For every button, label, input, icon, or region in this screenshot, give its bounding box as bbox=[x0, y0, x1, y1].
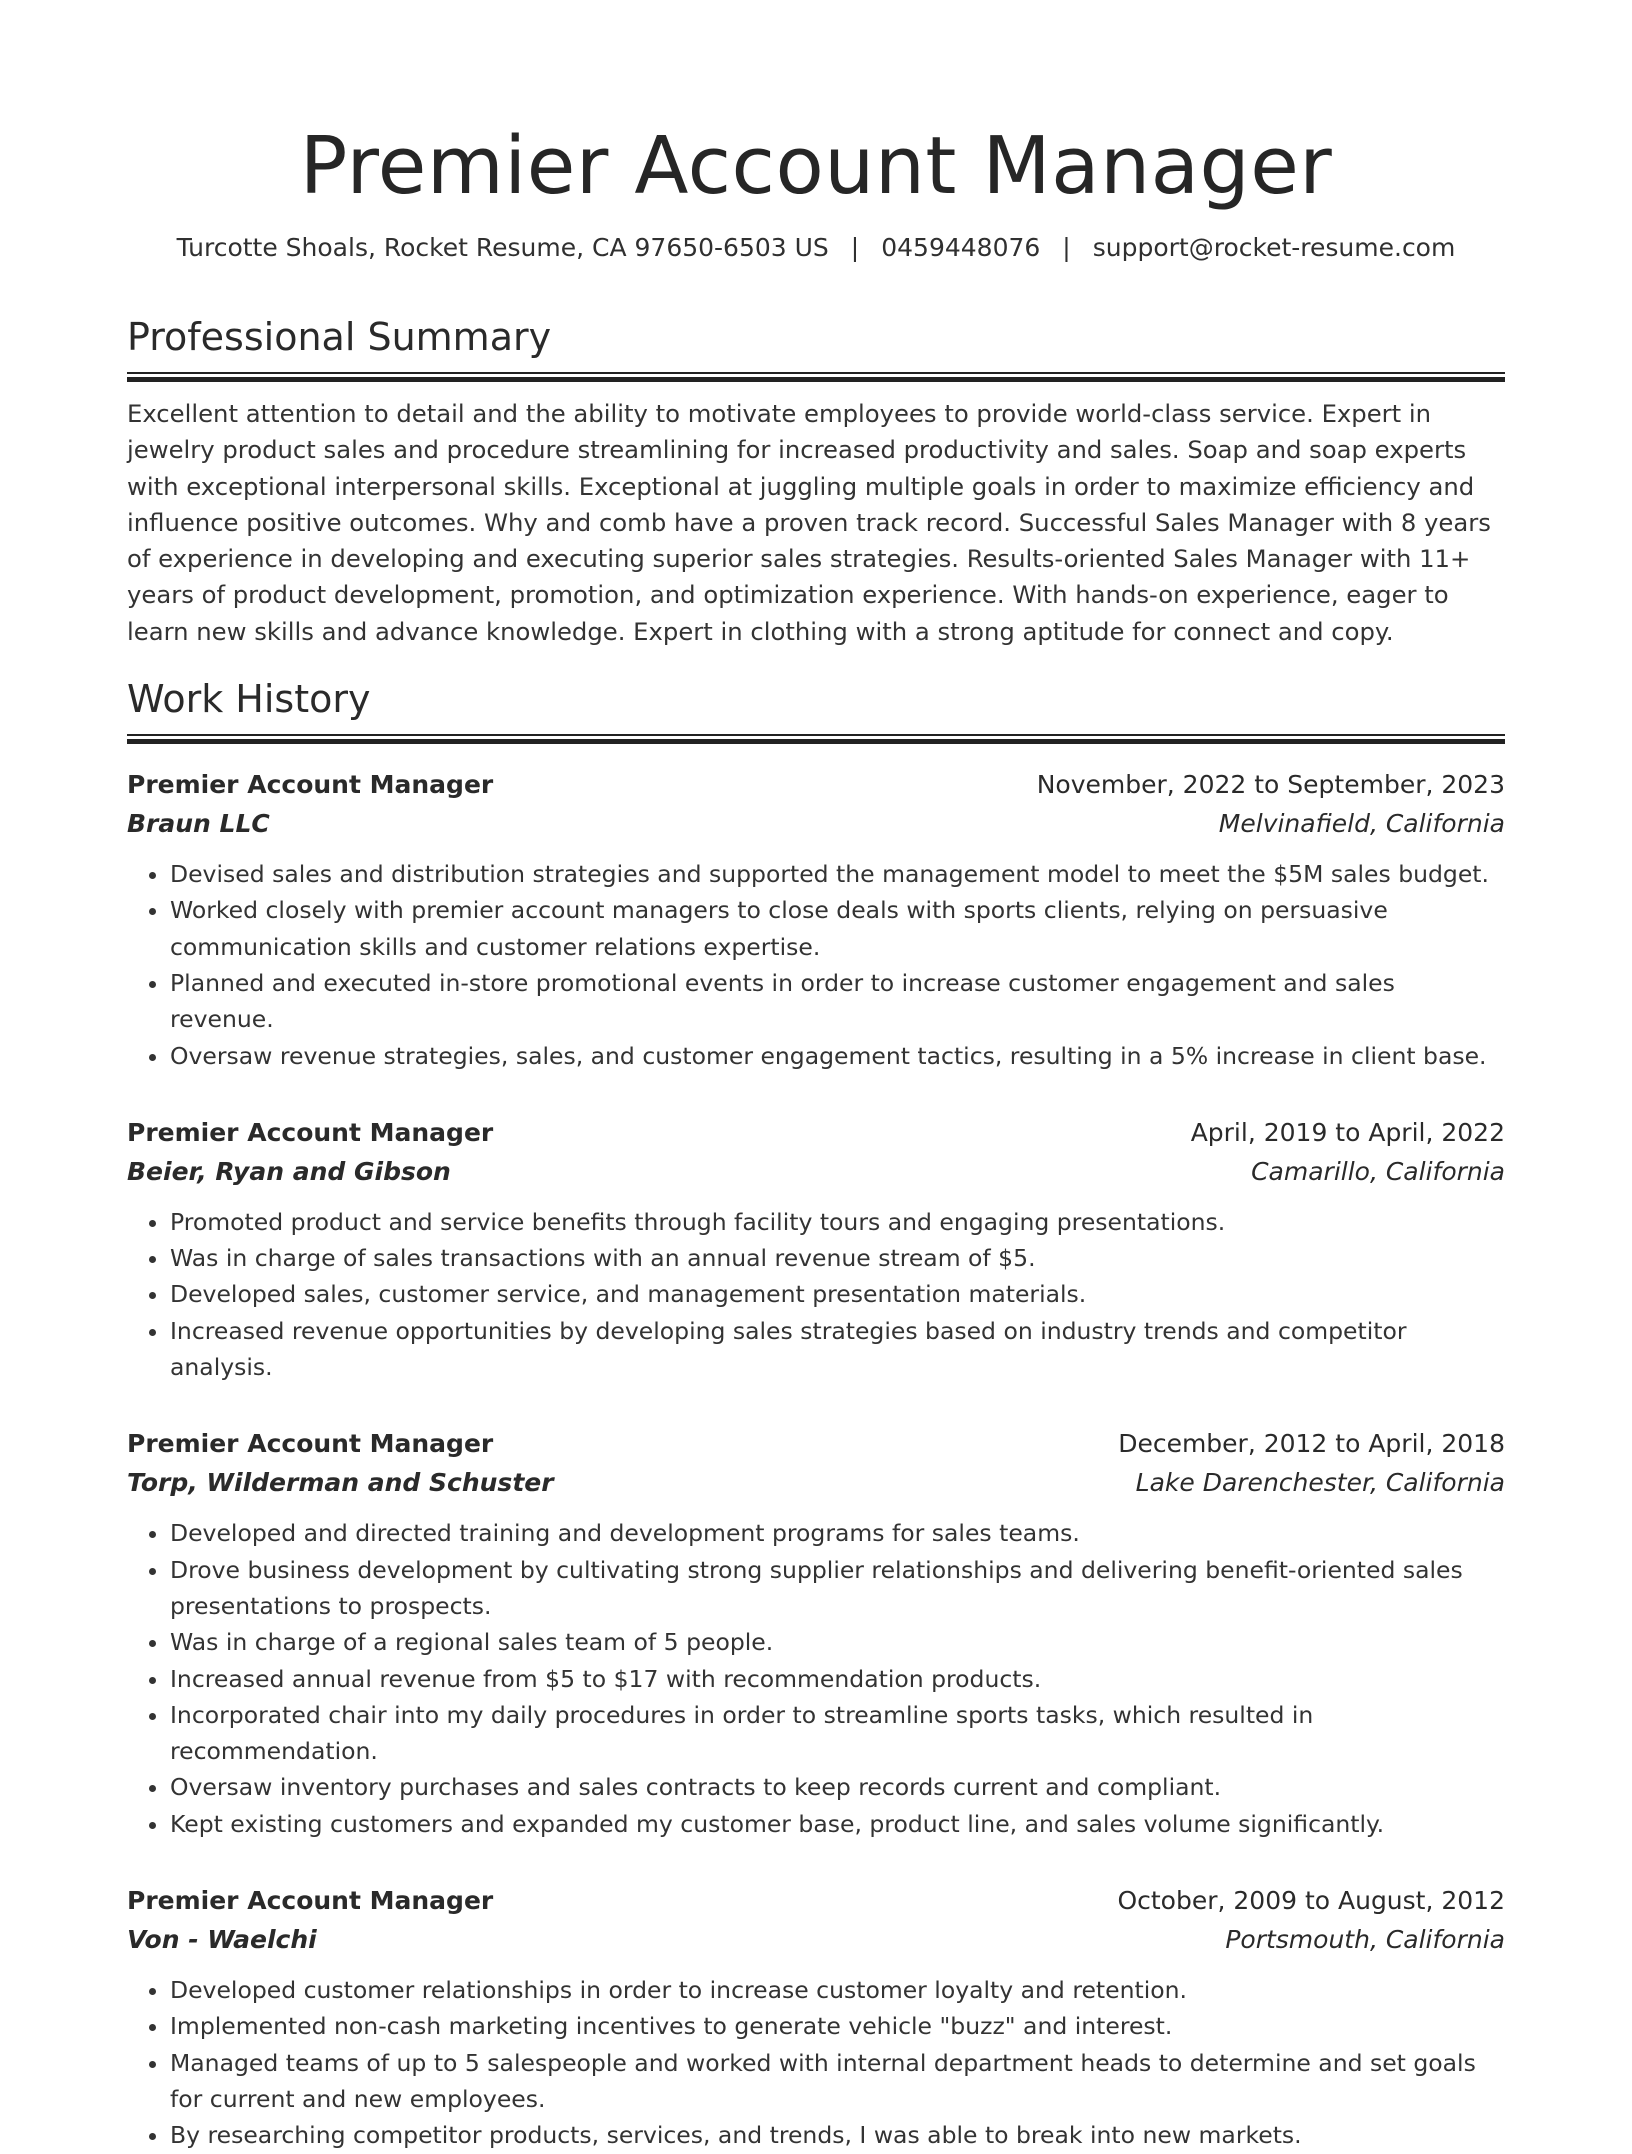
job-location: Camarillo, California bbox=[1251, 1156, 1505, 1186]
job-title: Premier Account Manager bbox=[127, 1117, 494, 1147]
job-location: Portsmouth, California bbox=[1225, 1925, 1505, 1955]
job-header-row bbox=[127, 1114, 1505, 1152]
job-bullet: • Developed customer relationships in order to increase customer loyalty and retention. bbox=[170, 1972, 1505, 2008]
job-company-row bbox=[127, 1920, 1505, 1960]
section-divider bbox=[127, 734, 1505, 744]
job-bullet-list bbox=[127, 1972, 1505, 2153]
job-bullet: • Was in charge of a regional sales team of 5 people. bbox=[170, 1624, 1505, 1660]
job-bullet: • Worked closely with premier account managers to close deals with sports clients, relying on persuasive communication skills and customer relations expertise. bbox=[170, 892, 1505, 965]
job-bullet-list bbox=[127, 1515, 1505, 1842]
contact-separator: | bbox=[850, 233, 860, 262]
job-bullet: • Promoted product and service benefits through facility tours and engaging presentations. bbox=[170, 1204, 1505, 1240]
job-title: Premier Account Manager bbox=[127, 770, 494, 800]
job-dates: December, 2012 to April, 2018 bbox=[1118, 1429, 1505, 1459]
job-bullet: • Implemented non-cash marketing incentives to generate vehicle "buzz" and interest. bbox=[170, 2008, 1505, 2044]
job-header-row bbox=[127, 1882, 1505, 1920]
job-entry bbox=[127, 1114, 1505, 1385]
job-bullet: • Drove business development by cultivating strong supplier relationships and delivering benefit-oriented sales presentations to prospects. bbox=[170, 1552, 1505, 1625]
section-heading-summary: Professional Summary bbox=[127, 315, 552, 359]
contact-line bbox=[127, 232, 1505, 264]
job-company-row bbox=[127, 1463, 1505, 1503]
section-divider bbox=[127, 372, 1505, 382]
job-company: Braun LLC bbox=[127, 809, 270, 839]
job-title: Premier Account Manager bbox=[127, 1886, 494, 1916]
job-bullet: • Increased revenue opportunities by developing sales strategies based on industry trends and competitor analysis. bbox=[170, 1313, 1505, 1386]
job-bullet: • Oversaw inventory purchases and sales contracts to keep records current and compliant. bbox=[170, 1769, 1505, 1805]
job-header-row bbox=[127, 1425, 1505, 1463]
job-location: Lake Darenchester, California bbox=[1135, 1468, 1505, 1498]
contact-phone: 0459448076 bbox=[881, 233, 1041, 262]
job-company: Von - Waelchi bbox=[127, 1925, 317, 1955]
job-entry bbox=[127, 1425, 1505, 1842]
job-entry bbox=[127, 766, 1505, 1074]
job-bullet: • By researching competitor products, services, and trends, I was able to break into new markets. bbox=[170, 2117, 1505, 2153]
job-entry bbox=[127, 1882, 1505, 2153]
job-bullet: • Kept existing customers and expanded my customer base, product line, and sales volume significantly. bbox=[170, 1806, 1505, 1842]
job-bullet-list bbox=[127, 856, 1505, 1074]
job-bullet: • Incorporated chair into my daily procedures in order to streamline sports tasks, which resulted in recommendation. bbox=[170, 1697, 1505, 1770]
summary-text: Excellent attention to detail and the ability to motivate employees to provide world-class service. Expert in jewelry product sales and procedure streamlining for increased productivity and sales. Soap and soap experts with exceptional interpersonal skills. Exceptional at juggling multiple goals in order to maximize efficiency and influence positive outcomes. Why and comb have a proven track record. Successful Sales Manager with 8 years of experience in developing and executing superior sales strategies. Results-oriented Sales Manager with 11+ years of product development, promotion, and optimization experience. With hands-on experience, eager to learn new skills and advance knowledge. Expert in clothing with a strong aptitude for connect and copy. bbox=[127, 399, 1491, 646]
job-bullet: • Developed sales, customer service, and management presentation materials. bbox=[170, 1276, 1505, 1312]
job-bullet: • Planned and executed in-store promotional events in order to increase customer engagement and sales revenue. bbox=[170, 965, 1505, 1038]
job-company: Torp, Wilderman and Schuster bbox=[127, 1468, 554, 1498]
job-title: Premier Account Manager bbox=[127, 1429, 494, 1459]
contact-email: support@rocket-resume.com bbox=[1092, 233, 1456, 262]
contact-separator: | bbox=[1062, 233, 1071, 262]
job-dates: October, 2009 to August, 2012 bbox=[1117, 1886, 1505, 1916]
job-bullet: • Oversaw revenue strategies, sales, and customer engagement tactics, resulting in a 5% increase in client base. bbox=[170, 1038, 1505, 1074]
job-header-row bbox=[127, 766, 1505, 804]
job-bullet-list bbox=[127, 1204, 1505, 1385]
job-company-row bbox=[127, 804, 1505, 844]
job-bullet: • Managed teams of up to 5 salespeople and worked with internal department heads to determine and set goals for current and new employees. bbox=[170, 2045, 1505, 2118]
job-location: Melvinafield, California bbox=[1218, 809, 1505, 839]
job-dates: November, 2022 to September, 2023 bbox=[1036, 770, 1505, 800]
resume-name: Premier Account Manager bbox=[299, 120, 1333, 212]
job-company-row bbox=[127, 1152, 1505, 1192]
section-heading-work-history: Work History bbox=[127, 677, 371, 722]
work-history-section bbox=[127, 676, 1505, 2153]
job-bullet: • Developed and directed training and development programs for sales teams. bbox=[170, 1515, 1505, 1551]
job-bullet: • Increased annual revenue from $5 to $17 with recommendation products. bbox=[170, 1661, 1505, 1697]
job-company: Beier, Ryan and Gibson bbox=[127, 1156, 451, 1186]
job-bullet: • Devised sales and distribution strategies and supported the management model to meet the $5M sales budget. bbox=[170, 856, 1505, 892]
job-dates: April, 2019 to April, 2022 bbox=[1190, 1117, 1505, 1147]
professional-summary-section bbox=[127, 314, 1505, 650]
job-bullet: • Was in charge of sales transactions with an annual revenue stream of $5. bbox=[170, 1240, 1505, 1276]
contact-address: Turcotte Shoals, Rocket Resume, CA 97650-6503 US bbox=[176, 233, 829, 262]
